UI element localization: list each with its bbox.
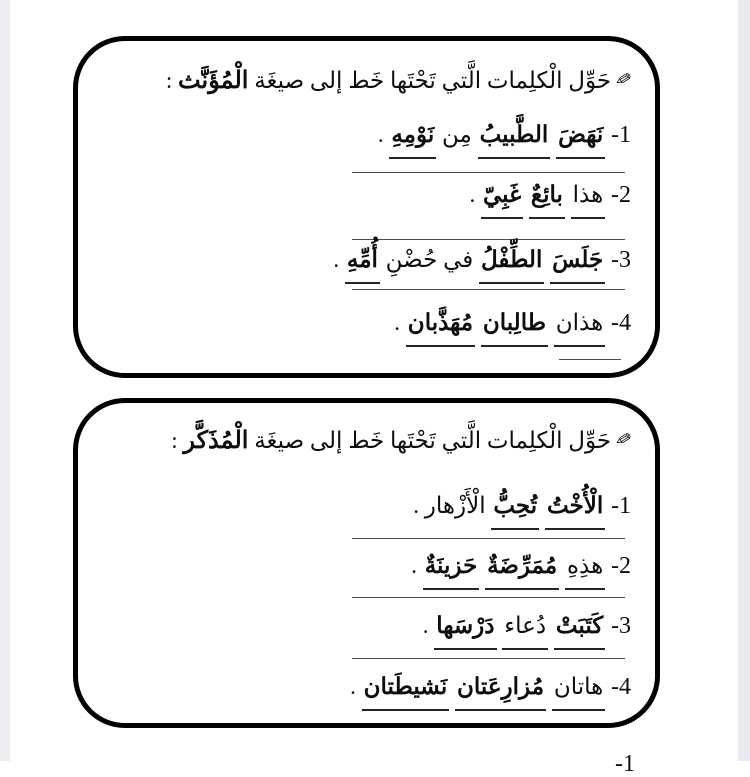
word: . <box>411 553 417 578</box>
sentence-item <box>102 546 631 586</box>
partial-item-number: 1- <box>615 751 635 777</box>
heading-word: خَط <box>348 428 385 453</box>
heading-word: الَّتي <box>441 428 482 453</box>
heading-word: الْمُذَكَّر <box>183 428 249 454</box>
exercise-heading <box>102 423 634 459</box>
item-number: 3- <box>611 613 631 639</box>
word-underlined: تُحِبُّ <box>491 486 539 530</box>
word-underlined: نَوْمِهِ <box>389 115 436 159</box>
answer-line <box>352 538 625 539</box>
word-underlined: جَلَسَ <box>550 240 605 284</box>
heading-word: الْكلِمات <box>486 68 563 93</box>
sentence-item <box>102 175 631 215</box>
item-number: 1- <box>611 493 631 519</box>
word: الْأَزْهار <box>424 493 486 518</box>
word-underlined: مُهَذَّبان <box>406 303 475 347</box>
word-underlined: مُمَرِّضَةٌ <box>485 546 559 590</box>
word-underlined: نَشيطَتان <box>362 667 450 711</box>
word-underlined: الطَّبيبُ <box>478 115 551 159</box>
answer-line <box>559 359 621 360</box>
word: في <box>443 247 474 272</box>
sentence-item <box>102 240 631 280</box>
sentence-item <box>102 606 631 646</box>
heading-word: الْمُؤَنَّث <box>177 68 249 94</box>
word-underlined: مُزارِعَتان <box>455 667 546 711</box>
exercise-box-masculine <box>73 398 660 728</box>
heading-word: : <box>165 68 173 93</box>
heading-word: : <box>171 428 178 453</box>
word-underlined: نَهَضَ <box>556 115 605 159</box>
item-number: 4- <box>611 674 631 700</box>
word-underlined: دُعاء <box>502 606 548 650</box>
heading-word: إلى <box>309 68 343 93</box>
word-underlined: الْأُخْتُ <box>545 486 605 530</box>
heading-word: خَط <box>348 68 385 93</box>
sentence-item <box>102 115 631 155</box>
sentence-item <box>102 303 631 343</box>
heading-word: تَحْتَها <box>390 428 436 453</box>
heading-word: حَوِّل <box>568 68 612 93</box>
word-underlined: هذا <box>571 175 606 219</box>
item-number: 4- <box>611 310 631 336</box>
word-underlined: حَزينَةٌ <box>423 546 480 590</box>
word: . <box>350 674 356 699</box>
word-underlined: هاتان <box>552 667 605 711</box>
pen-icon: ✎ <box>612 68 634 93</box>
answer-line <box>352 172 625 173</box>
word: . <box>377 122 384 147</box>
exercise-box-feminine <box>73 36 660 378</box>
item-number: 2- <box>611 182 631 208</box>
answer-line <box>352 658 625 659</box>
heading-word: حَوِّل <box>568 428 612 453</box>
exercise-heading <box>102 63 634 99</box>
exercise-body <box>102 486 631 707</box>
word-underlined: طالِبان <box>481 303 548 347</box>
word-underlined: بائِعٌ <box>529 175 565 219</box>
word-underlined: دَرْسَها <box>434 606 496 650</box>
word-underlined: غَبِيّ <box>481 175 523 219</box>
answer-line <box>352 597 625 598</box>
word-underlined: هذان <box>554 303 605 347</box>
sentence-item <box>102 486 631 526</box>
exercise-heading-text <box>166 68 611 93</box>
word: . <box>394 310 401 335</box>
item-number: 2- <box>611 553 631 579</box>
word: . <box>422 613 429 638</box>
item-number: 3- <box>611 247 631 273</box>
heading-word: الَّتي <box>441 68 482 93</box>
word-underlined: أُمِّهِ <box>345 240 380 284</box>
word-underlined: كَتَبَتْ <box>554 606 605 650</box>
answer-line <box>352 289 625 290</box>
exercise-heading-text <box>171 428 611 453</box>
page-edge-right <box>738 0 750 761</box>
word-underlined: الطِّفْلُ <box>479 240 544 284</box>
word: . <box>413 493 419 518</box>
pen-icon: ✎ <box>612 428 634 453</box>
sentence-item <box>102 667 631 707</box>
heading-word: إلى <box>309 428 343 453</box>
exercise-body <box>102 115 631 360</box>
word: . <box>469 182 476 207</box>
word-underlined: هذِهِ <box>565 546 605 590</box>
page-edge-left <box>0 0 10 761</box>
word: . <box>333 247 340 272</box>
heading-word: صيغَة <box>254 68 305 93</box>
item-number: 1- <box>611 122 631 148</box>
next-exercise-partial <box>115 751 635 777</box>
heading-word: تَحْتَها <box>390 68 436 93</box>
word: مِن <box>442 122 472 147</box>
word: حُضْنِ <box>385 247 438 272</box>
heading-word: صيغَة <box>254 428 305 453</box>
heading-word: الْكلِمات <box>486 428 563 453</box>
